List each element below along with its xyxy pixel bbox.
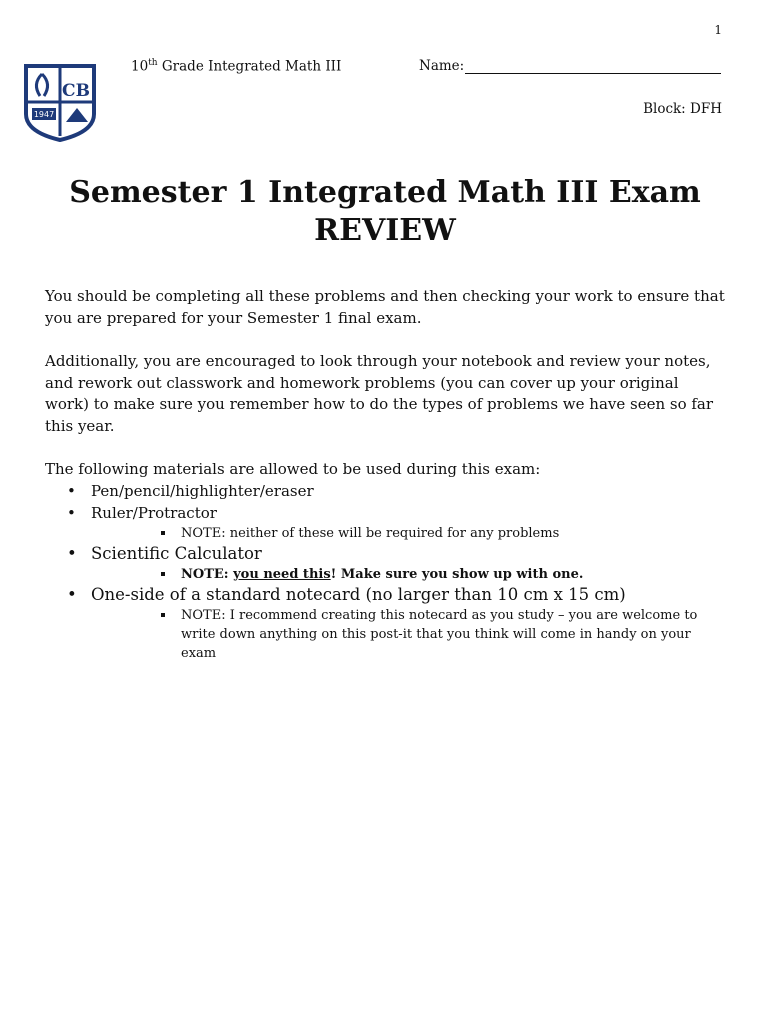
- list-item: • Ruler/Protractor NOTE: neither of these will be required for any problems: [45, 502, 725, 543]
- logo-year: 1947: [33, 110, 55, 119]
- bullet-icon: •: [67, 482, 76, 500]
- course-title: 10th Grade Integrated Math III: [131, 58, 342, 75]
- intro-paragraph-2: Additionally, you are encouraged to look through your notebook and review your notes, and rework out classwork and homework problems (you can cover up your original work) to make sure you remember how to do the types of problems we have seen so far this year.: [45, 352, 714, 435]
- sub-list-item: NOTE: I recommend creating this notecard as you study – you are welcome to write down anything on this post-it that you think will come in handy on your exam: [91, 606, 711, 663]
- square-bullet-icon: [161, 613, 165, 617]
- list-item: • Scientific Calculator NOTE: you need this! Make sure you show up with one.: [45, 543, 725, 584]
- square-bullet-icon: [161, 572, 165, 576]
- list-item: • Pen/pencil/highlighter/eraser: [67, 482, 314, 500]
- sub-list-item: NOTE: you need this! Make sure you show up with one.: [91, 565, 711, 584]
- title-line-2: REVIEW: [314, 213, 456, 248]
- name-field: [419, 58, 721, 74]
- name-label: Name:: [419, 58, 465, 74]
- bullet-icon: •: [67, 544, 77, 563]
- logo-letters: CB: [62, 81, 90, 101]
- name-blank-line: [465, 59, 721, 74]
- school-crest-logo: [22, 62, 98, 142]
- materials-list: [45, 480, 725, 663]
- bullet-icon: •: [67, 504, 76, 522]
- materials-intro: The following materials are allowed to be used during this exam:: [45, 460, 541, 478]
- block-label: Block: DFH: [643, 101, 722, 117]
- bullet-icon: •: [67, 585, 77, 604]
- sub-list-item: NOTE: neither of these will be required for any problems: [91, 524, 711, 543]
- page-number: 1: [714, 23, 722, 37]
- document-title: [40, 174, 730, 250]
- intro-paragraph-1: You should be completing all these problems and then checking your work to ensure that you are prepared for your Semester 1 final exam.: [45, 287, 725, 327]
- title-line-1: Semester 1 Integrated Math III Exam: [69, 175, 701, 210]
- square-bullet-icon: [161, 531, 165, 535]
- list-item: • One-side of a standard notecard (no larger than 10 cm x 15 cm) NOTE: I recommend creating this notecard as you study – you are welcome to write down anything on this post-it that you think will come in handy on your exam: [45, 584, 725, 663]
